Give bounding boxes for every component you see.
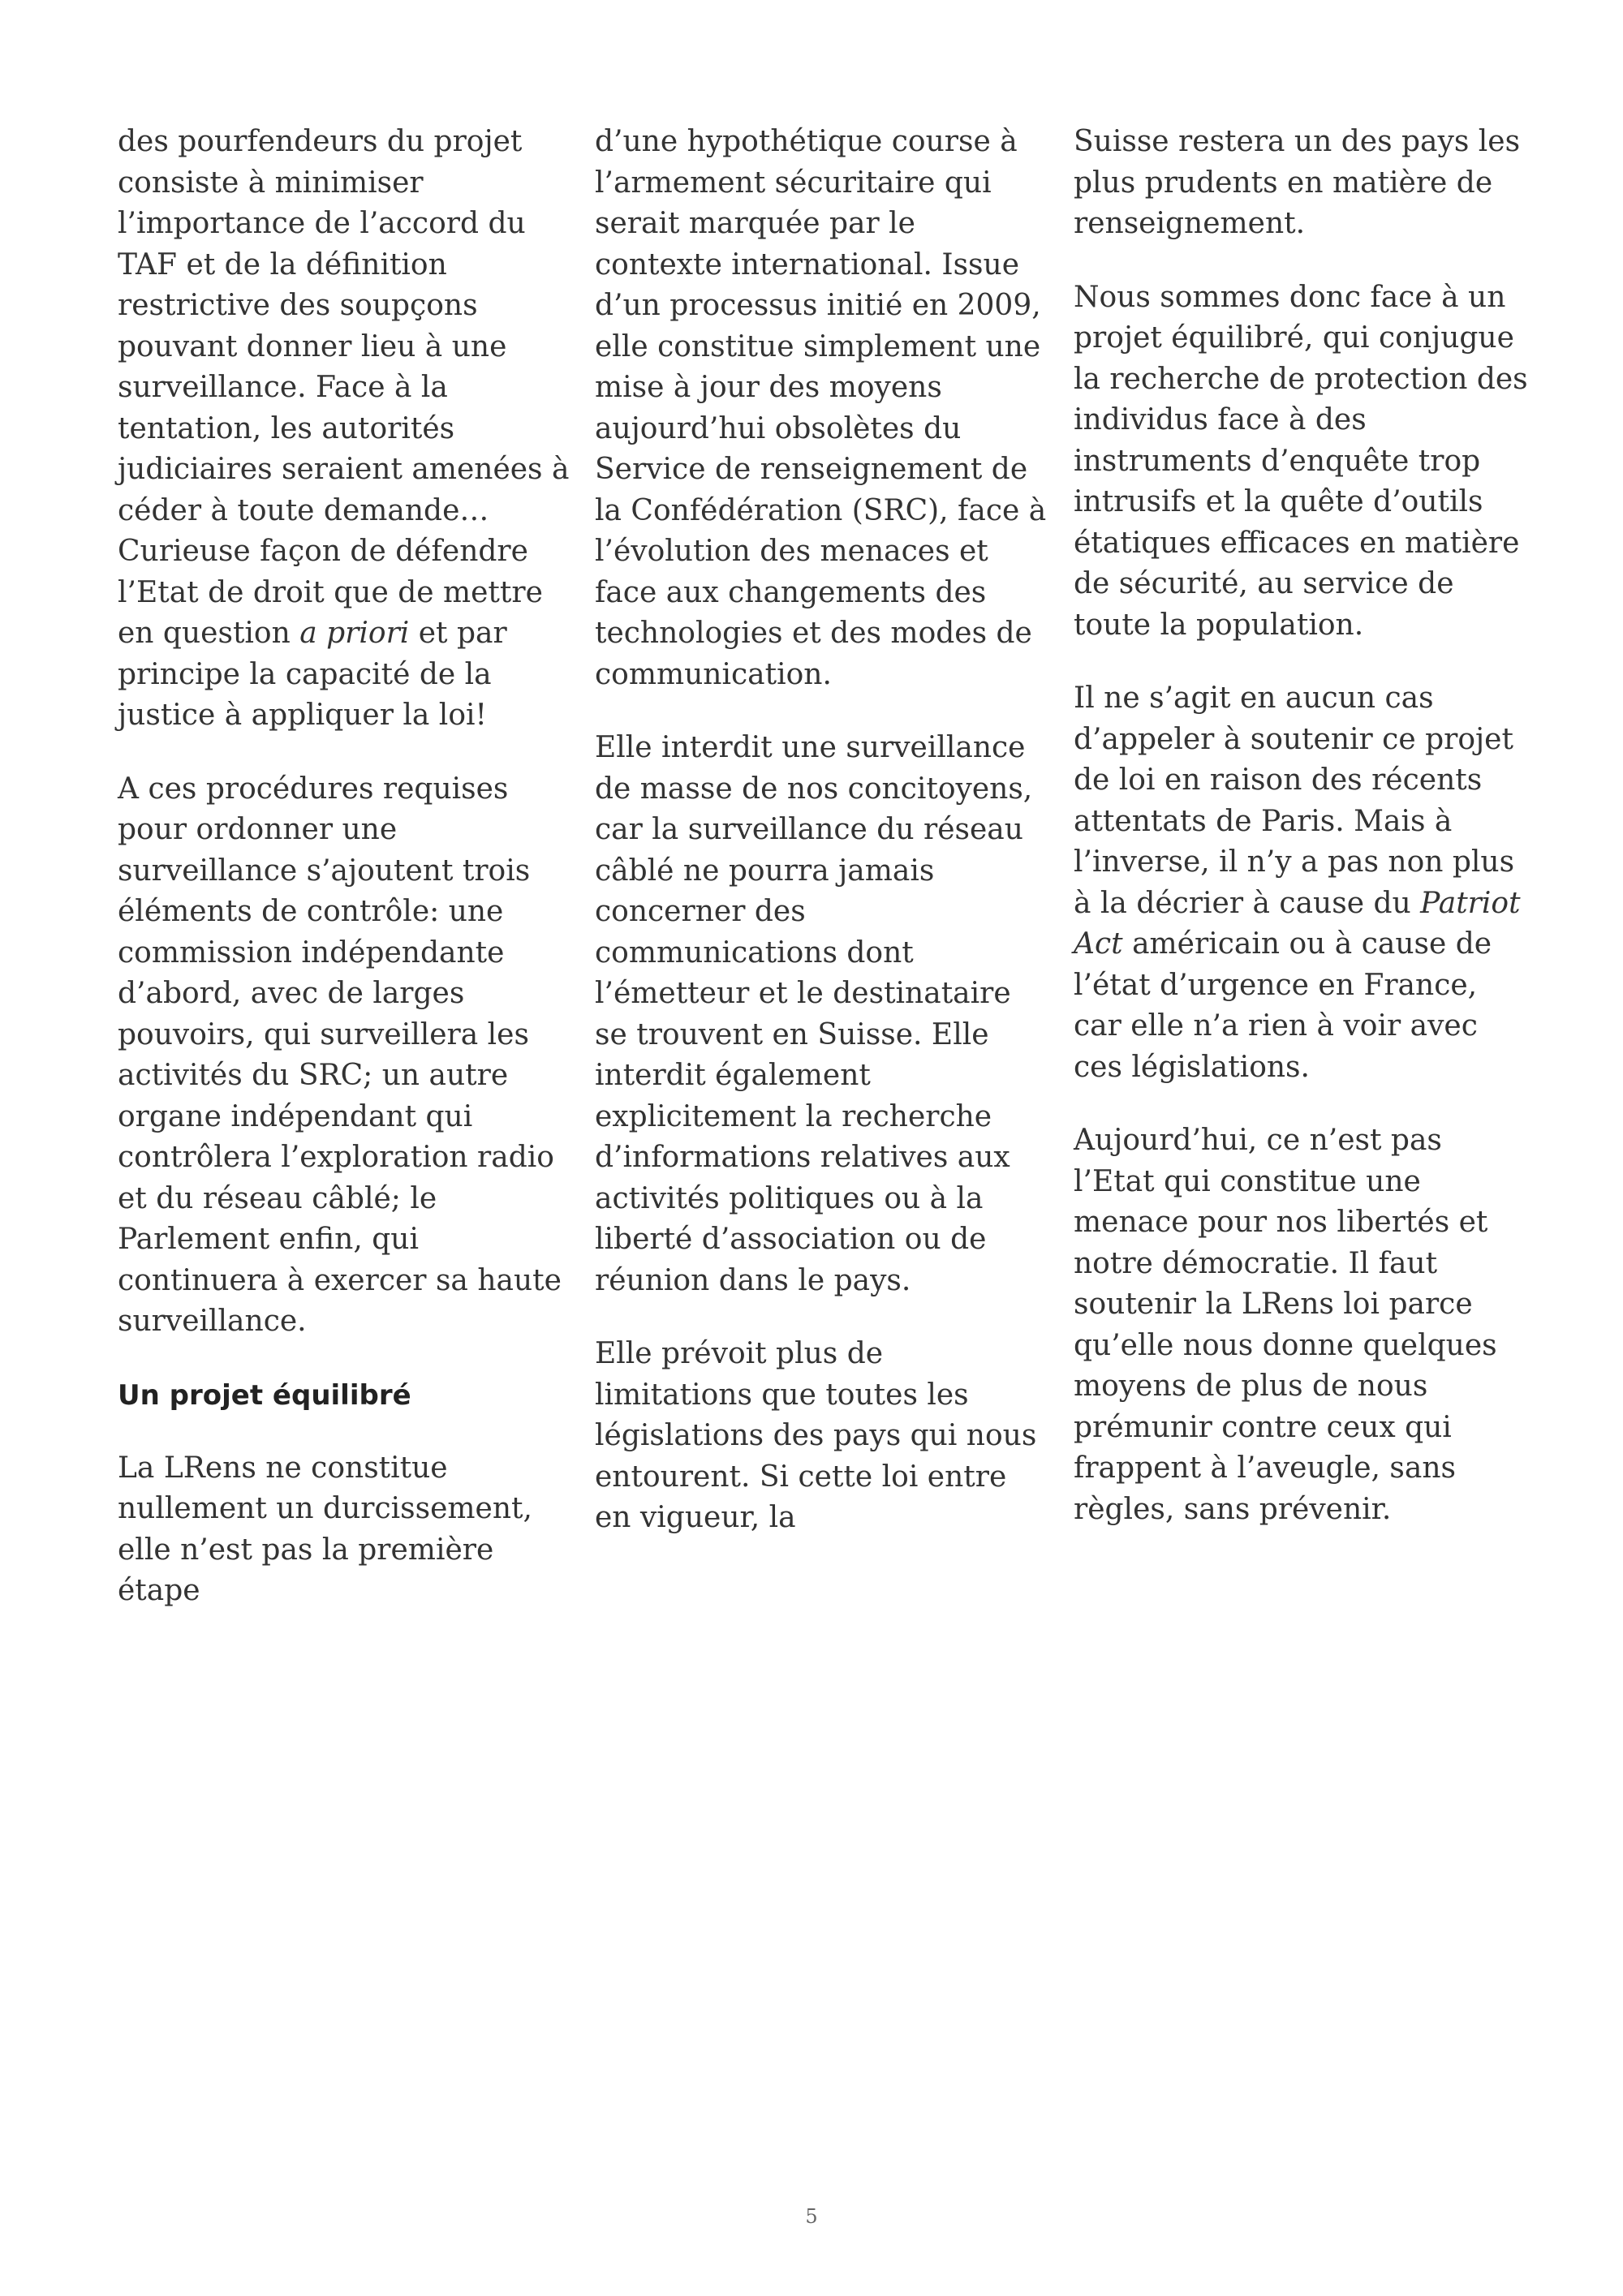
- text-run: Aujourd’hui, ce n’est pas l’Etat qui constitue une menace pour nos libertés et notre démocratie. Il faut soutenir la LRens loi parce qu’elle nous donne quelques moyens de plus de nous prémunir contre ceux qui frappent à l’aveugle, sans règles, sans prévenir.: [1074, 1124, 1497, 1526]
- text-run: Elle prévoit plus de limitations que toutes les législations des pays qui nous entourent. Si cette loi entre en vigueur, la: [595, 1337, 1037, 1534]
- italic-text: Patriot Act: [1074, 886, 1521, 961]
- text-run: La LRens ne constitue nullement un durcissement, elle n’est pas la première étape: [118, 1451, 532, 1607]
- text-run: A ces procédures requises pour ordonner une surveillance s’ajoutent trois éléments de contrôle: une commission indépendante d’abord, avec de larges pouvoirs, qui surveillera les activités du SRC; un autre organe indépendant qui contrôlera l’exploration radio et du réseau câblé; le Parlement enfin, qui continuera à exercer sa haute surveillance.: [118, 772, 562, 1338]
- paragraph: [1074, 122, 1528, 245]
- section-heading: [118, 1375, 572, 1416]
- paragraph: [595, 1334, 1049, 1539]
- page-number: 5: [805, 2205, 818, 2228]
- text-run: Un projet équilibré: [118, 1378, 411, 1412]
- paragraph: [118, 122, 572, 737]
- paragraph: [1074, 678, 1528, 1088]
- text-run: des pourfendeurs du projet consiste à minimiser l’importance de l’accord du TAF et de la définition restrictive des soupçons pouvant donner lieu à une surveillance. Face à la tentation, les autorités judiciaires seraient amenées à céder à toute demande… Curieuse façon de défendre l’Etat de droit que de mettre en question: [118, 125, 570, 650]
- text-run: et par principe la capacité de la justice à appliquer la loi!: [118, 617, 507, 732]
- paragraph: [595, 122, 1049, 695]
- text-column-1: [118, 122, 572, 1645]
- text-column-3: [1074, 122, 1528, 1563]
- text-run: Suisse restera un des pays les plus prudents en matière de renseignement.: [1074, 125, 1521, 240]
- text-run: Il ne s’agit en aucun cas d’appeler à soutenir ce projet de loi en raison des récents attentats de Paris. Mais à l’inverse, il n’y a pas non plus à la décrier à cause du: [1074, 681, 1515, 920]
- paragraph: [118, 769, 572, 1343]
- italic-text: a priori: [299, 617, 410, 650]
- paragraph: [1074, 1120, 1528, 1530]
- paragraph: [595, 728, 1049, 1301]
- paragraph: [1074, 277, 1528, 647]
- text-run: Elle interdit une surveillance de masse de nos concitoyens, car la surveillance du réseau câblé ne pourra jamais concerner des communications dont l’émetteur et le destinataire se trouvent en Suisse. Elle interdit également explicitement la recherche d’informations relatives aux activités politiques ou à la liberté d’association ou de réunion dans le pays.: [595, 731, 1033, 1297]
- text-column-2: [595, 122, 1049, 1572]
- text-run: Nous sommes donc face à un projet équilibré, qui conjugue la recherche de protection des individus face à des instruments d’enquête trop intrusifs et la quête d’outils étatiques efficaces en matière de sécurité, au service de toute la population.: [1074, 280, 1528, 642]
- text-run: américain ou à cause de l’état d’urgence en France, car elle n’a rien à voir avec ces législations.: [1074, 927, 1492, 1084]
- text-run: d’une hypothétique course à l’armement sécuritaire qui serait marquée par le contexte international. Issue d’un processus initié en 2009, elle constitue simplement une mise à jour des moyens aujourd’hui obsolètes du Service de renseignement de la Confédération (SRC), face à l’évolution des menaces et face aux changements des technologies et des modes de communication.: [595, 125, 1047, 691]
- paragraph: [118, 1448, 572, 1612]
